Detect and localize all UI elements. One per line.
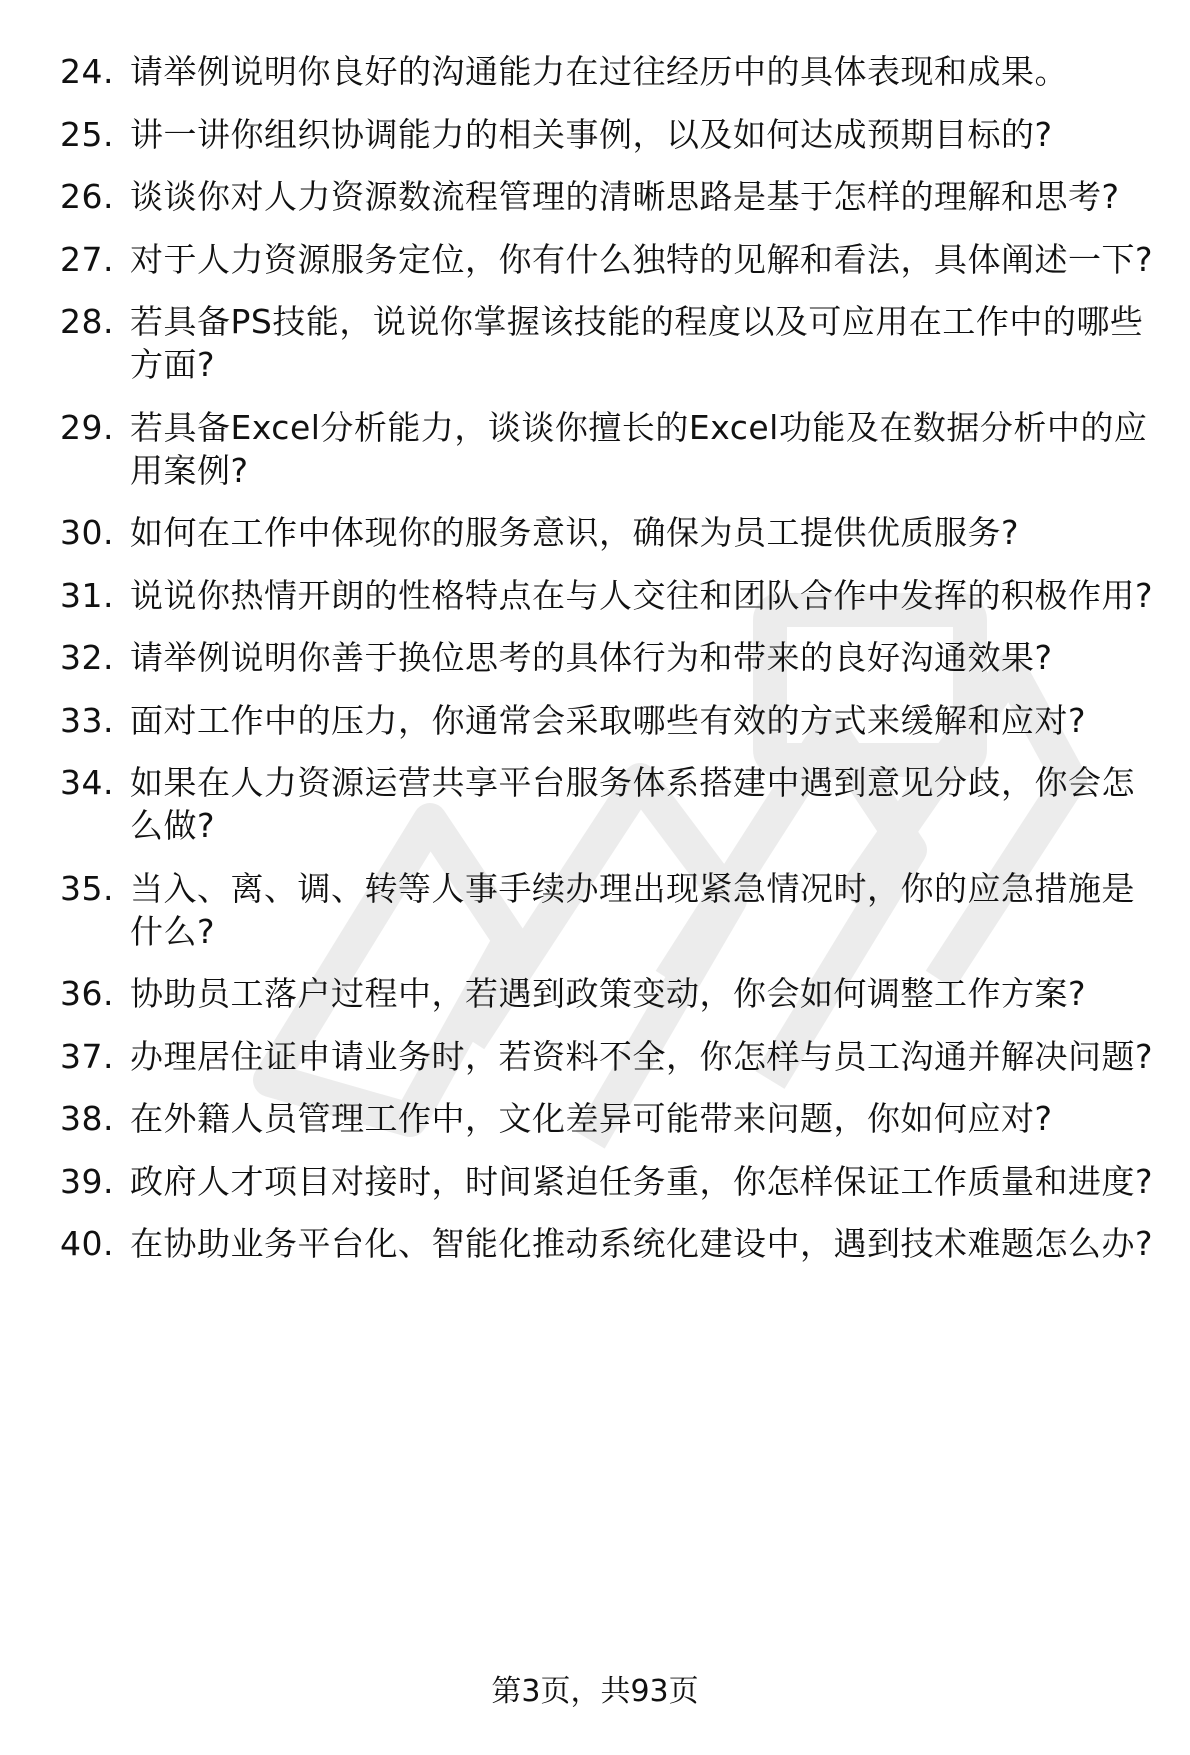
question-number: 39. (60, 1161, 114, 1201)
question-item (60, 1097, 1160, 1140)
question-text: 当入、离、调、转等人事手续办理出现紧急情况时，你的应急措施是什么? (130, 868, 1135, 951)
question-item (60, 636, 1160, 679)
question-item (60, 1160, 1160, 1203)
question-number: 35. (60, 868, 114, 908)
question-item (60, 574, 1160, 617)
question-text: 如何在工作中体现你的服务意识，确保为员工提供优质服务? (130, 513, 1020, 552)
question-item (60, 972, 1160, 1015)
question-text: 对于人力资源服务定位，你有什么独特的见解和看法，具体阐述一下? (130, 239, 1154, 279)
question-text: 若具备PS技能，说说你掌握该技能的程度以及可应用在工作中的哪些方面? (130, 302, 1144, 384)
question-text: 如果在人力资源运营共享平台服务体系搭建中遇到意见分歧，你会怎么做? (130, 763, 1135, 845)
question-text: 在外籍人员管理工作中，文化差异可能带来问题，你如何应对? (130, 1099, 1053, 1138)
question-item (60, 1222, 1160, 1265)
question-item (60, 300, 1160, 386)
question-item (60, 175, 1160, 218)
question-number: 36. (60, 974, 114, 1013)
question-item (60, 1035, 1160, 1078)
question-number: 37. (60, 1036, 114, 1076)
question-item (60, 511, 1160, 554)
question-item (60, 50, 1160, 93)
question-number: 28. (60, 302, 114, 341)
question-number: 33. (60, 700, 114, 740)
question-text: 请举例说明你良好的沟通能力在过往经历中的具体表现和成果。 (130, 52, 1068, 91)
question-number: 40. (60, 1224, 114, 1263)
question-text: 面对工作中的压力，你通常会采取哪些有效的方式来缓解和应对? (130, 700, 1087, 740)
question-item (60, 761, 1160, 847)
question-number: 25. (60, 114, 114, 154)
question-item (60, 406, 1160, 492)
question-text: 谈谈你对人力资源数流程管理的清晰思路是基于怎样的理解和思考? (130, 177, 1120, 216)
question-number: 38. (60, 1099, 114, 1138)
question-text: 讲一讲你组织协调能力的相关事例，以及如何达成预期目标的? (130, 114, 1053, 154)
page-number: 第3页，共93页 (491, 1674, 699, 1709)
question-number: 34. (60, 763, 114, 802)
question-text: 协助员工落户过程中，若遇到政策变动，你会如何调整工作方案? (130, 974, 1087, 1013)
question-item (60, 113, 1160, 156)
question-text: 请举例说明你善于换位思考的具体行为和带来的良好沟通效果? (130, 638, 1053, 677)
question-number: 24. (60, 52, 114, 91)
question-text: 办理居住证申请业务时，若资料不全，你怎样与员工沟通并解决问题? (130, 1036, 1154, 1076)
question-text: 在协助业务平台化、智能化推动系统化建设中，遇到技术难题怎么办? (130, 1224, 1154, 1263)
question-number: 32. (60, 638, 114, 677)
question-number: 30. (60, 513, 114, 552)
question-list (60, 50, 1160, 1285)
question-item (60, 867, 1160, 953)
question-number: 26. (60, 177, 114, 216)
question-text: 若具备Excel分析能力，谈谈你擅长的Excel功能及在数据分析中的应用案例? (130, 407, 1148, 490)
question-item (60, 238, 1160, 281)
question-text: 政府人才项目对接时，时间紧迫任务重，你怎样保证工作质量和进度? (130, 1161, 1154, 1201)
question-number: 29. (60, 407, 114, 447)
question-number: 31. (60, 575, 114, 615)
question-number: 27. (60, 239, 114, 279)
question-text: 说说你热情开朗的性格特点在与人交往和团队合作中发挥的积极作用? (130, 575, 1154, 615)
question-item (60, 699, 1160, 742)
